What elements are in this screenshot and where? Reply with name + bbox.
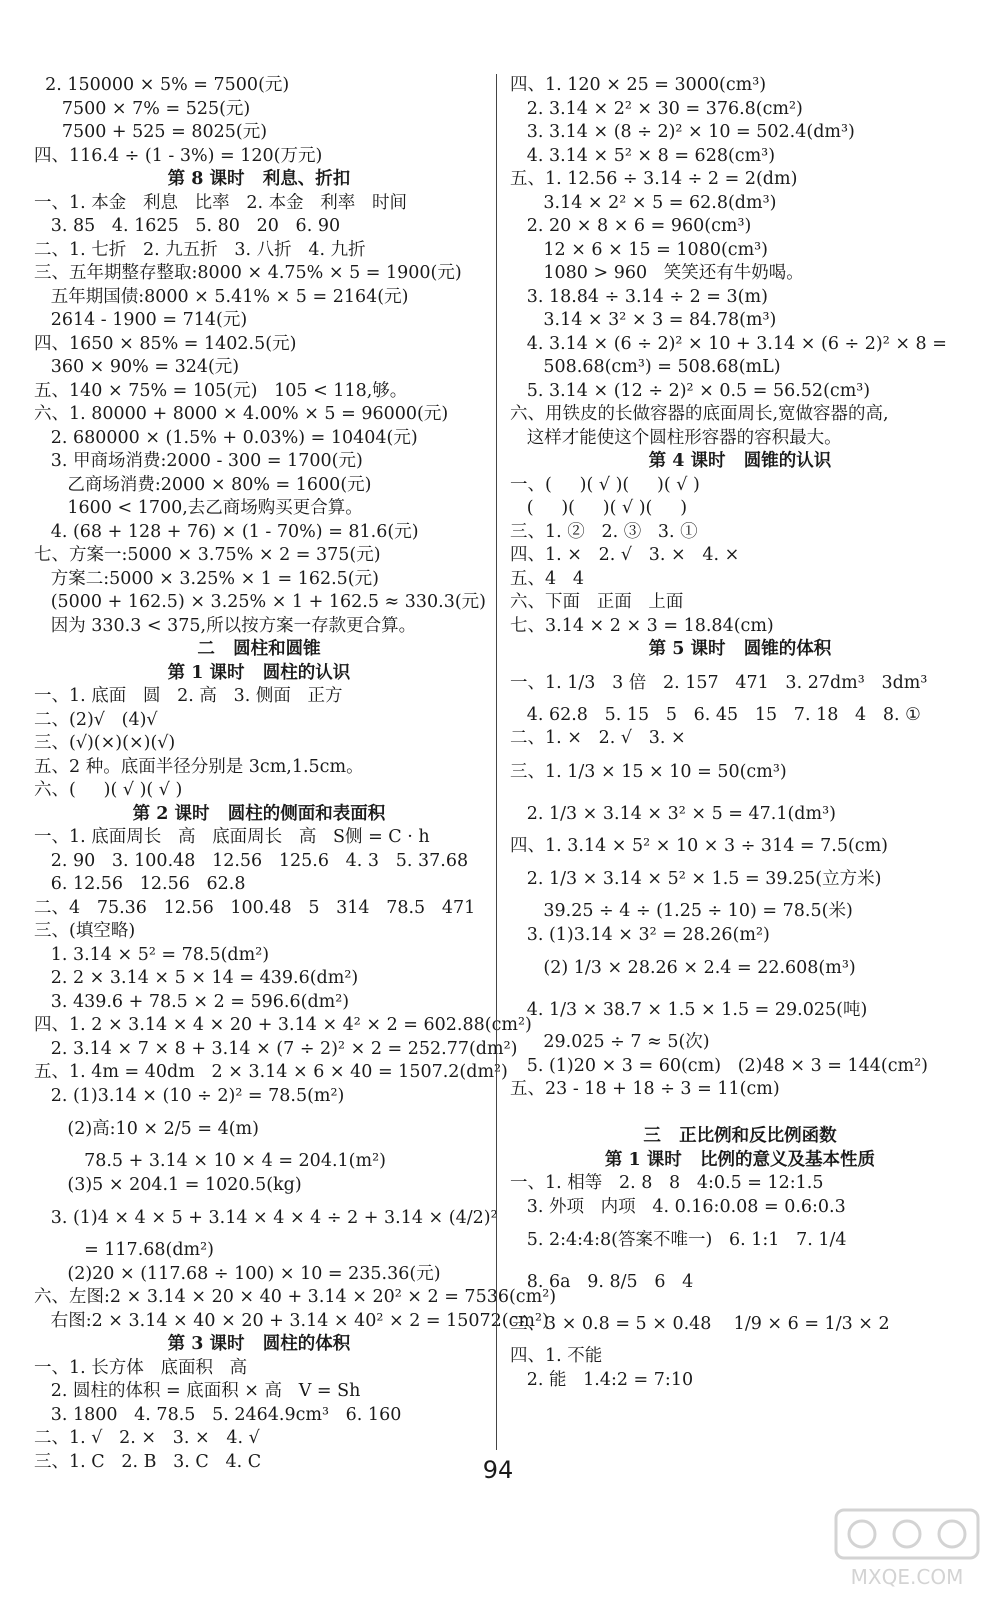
answer-line: 一、1. 本金 利息 比率 2. 本金 利率 时间 — [34, 192, 407, 213]
answer-line: 3. 甲商场消费:2000 - 300 = 1700(元) — [34, 451, 363, 471]
column-divider — [496, 74, 497, 1450]
answer-line: 五、140 × 75% = 105(元) 105 < 118,够。 — [34, 380, 408, 401]
answer-line: 508.68(cm³) = 508.68(mL) — [510, 357, 781, 377]
answer-line: 3. (1)4 × 4 × 5 + 3.14 × 4 × 4 ÷ 2 + 3.14 × (4/2)² — [34, 1208, 498, 1228]
answer-line: 4. 62.8 5. 15 5 6. 45 15 7. 18 4 8. ① — [510, 704, 921, 725]
answer-line: 右图:2 × 3.14 × 40 × 20 + 3.14 × 40² × 2 = 15072(cm²) — [34, 1310, 549, 1331]
answer-line — [510, 1102, 970, 1126]
answer-line: 5. 3.14 × (12 ÷ 2)² × 0.5 = 56.52(cm³) — [510, 380, 871, 401]
answer-line: 2614 - 1900 = 714(元) — [34, 310, 248, 330]
answer-line: 三、1. C 2. B 3. C 4. C — [34, 1451, 262, 1472]
answer-line: 一、1. 底面周长 高 底面周长 高 S侧 = C · h — [34, 827, 430, 847]
answer-line: 乙商场消费:2000 × 80% = 1600(元) — [34, 474, 372, 495]
answer-line: 6. 12.56 12.56 62.8 — [34, 874, 246, 894]
answer-line: 5. 2:4:4:8(答案不唯一) 6. 1:1 7. 1/4 — [510, 1230, 847, 1250]
answer-line: 五、1. 12.56 ÷ 3.14 ÷ 2 = 2(dm) — [510, 169, 798, 189]
answer-line: 3. 3.14 × (8 ÷ 2)² × 10 = 502.4(dm³) — [510, 122, 855, 142]
watermark-text: MXQE.COM — [850, 1565, 964, 1589]
answer-line: 一、1. 1/3 3 倍 2. 157 471 3. 27dm³ 3dm³ — [510, 672, 928, 693]
answer-line: 360 × 90% = 324(元) — [34, 357, 240, 377]
answer-line: 六、( )( √ )( √ ) — [34, 780, 183, 800]
answer-line: 12 × 6 × 15 = 1080(cm³) — [510, 239, 769, 260]
answer-line: 六、左图:2 × 3.14 × 20 × 40 + 3.14 × 20² × 2 = 7536(cm²) — [34, 1287, 557, 1307]
answer-line: 7500 × 7% = 525(元) — [34, 98, 251, 119]
answer-line: 一、1. 底面 圆 2. 高 3. 侧面 正方 — [34, 686, 343, 706]
answer-line: 五、23 - 18 + 18 ÷ 3 = 11(cm) — [510, 1079, 780, 1099]
answer-line: 2. 圆柱的体积 = 底面积 × 高 V = Sh — [34, 1381, 361, 1401]
answer-line: 3. 85 4. 1625 5. 80 20 6. 90 — [34, 216, 341, 236]
answer-line: 六、下面 正面 上面 — [510, 592, 684, 612]
answer-line: 2. 20 × 8 × 6 = 960(cm³) — [510, 216, 752, 236]
answer-line: 五年期国债:8000 × 5.41% × 5 = 2164(元) — [34, 286, 409, 307]
answer-line: 四、1. 120 × 25 = 3000(cm³) — [510, 75, 767, 95]
answer-line: 二、4 75.36 12.56 100.48 5 314 78.5 471 — [34, 897, 476, 918]
answer-line: (5000 + 162.5) × 3.25% × 1 + 162.5 ≈ 330.3(元) — [34, 592, 487, 612]
section-heading: 第 2 课时 圆柱的侧面和表面积 — [132, 803, 386, 824]
answer-line: 7500 + 525 = 8025(元) — [34, 122, 268, 142]
answer-line: 2. 150000 × 5% = 7500(元) — [34, 75, 290, 95]
answer-line: 一、( )( √ )( )( √ ) — [510, 474, 700, 495]
answer-line: 39.25 ÷ 4 ÷ (1.25 ÷ 10) = 78.5(米) — [510, 901, 853, 921]
answer-line: 七、方案一:5000 × 3.75% × 2 = 375(元) — [34, 545, 381, 565]
section-heading: 第 1 课时 圆柱的认识 — [167, 662, 351, 683]
section-heading: 第 4 课时 圆锥的认识 — [648, 451, 832, 471]
answer-line: 5. (1)20 × 3 = 60(cm) (2)48 × 3 = 144(cm²) — [510, 1055, 928, 1076]
answer-line: 3. (1)3.14 × 3² = 28.26(m²) — [510, 924, 770, 945]
answer-line: 三、(√)(×)(×)(√) — [34, 733, 176, 753]
answer-line: 四、1. 2 × 3.14 × 4 × 20 + 3.14 × 4² × 2 = 602.88(cm²) — [34, 1015, 532, 1035]
answer-line: 三、1. 1/3 × 15 × 10 = 50(cm³) — [510, 761, 787, 782]
answer-line: = 117.68(dm²) — [34, 1240, 214, 1260]
answer-line: 2. 3.14 × 2² × 30 = 376.8(cm²) — [510, 98, 803, 119]
answer-line: 五、2 种。底面半径分别是 3cm,1.5cm。 — [34, 756, 364, 777]
answer-line: 二、1. 七折 2. 九五折 3. 八折 4. 九折 — [34, 239, 366, 260]
answer-line: 二、1. √ 2. × 3. × 4. √ — [34, 1428, 260, 1448]
answer-line: 四、1. × 2. √ 3. × 4. × — [510, 545, 740, 565]
answer-line: 因为 330.3 < 375,所以按方案一存款更合算。 — [34, 615, 417, 636]
answer-line: 三、3 × 0.8 = 5 × 0.48 1/9 × 6 = 1/3 × 2 — [510, 1314, 890, 1334]
answer-line: 3.14 × 2² × 5 = 62.8(dm³) — [510, 192, 777, 213]
answer-line: 四、1. 3.14 × 5² × 10 × 3 ÷ 314 = 7.5(cm) — [510, 835, 889, 856]
answer-line: 2. 90 3. 100.48 12.56 125.6 4. 3 5. 37.68 — [34, 850, 469, 871]
section-heading: 第 8 课时 利息、折扣 — [167, 169, 351, 189]
answer-line: 2. 1/3 × 3.14 × 3² × 5 = 47.1(dm³) — [510, 803, 836, 824]
answer-line: 8. 6a 9. 8/5 6 4 — [510, 1272, 694, 1292]
answer-line: 七、3.14 × 2 × 3 = 18.84(cm) — [510, 615, 774, 636]
answer-line: 2. 680000 × (1.5% + 0.03%) = 10404(元) — [34, 427, 418, 448]
answer-line: 一、1. 相等 2. 8 8 4:0.5 = 12:1.5 — [510, 1173, 824, 1193]
answer-line: 2. 能 1.4:2 = 7:10 — [510, 1369, 694, 1390]
answer-line: 2. (1)3.14 × (10 ÷ 2)² = 78.5(m²) — [34, 1085, 345, 1106]
answer-line: 三、(填空略) — [34, 921, 136, 941]
answer-line: 三、五年期整存整取:8000 × 4.75% × 5 = 1900(元) — [34, 263, 462, 283]
section-heading: 第 1 课时 比例的意义及基本性质 — [604, 1149, 876, 1170]
answer-line: (2) 1/3 × 28.26 × 2.4 = 22.608(m³) — [510, 958, 856, 978]
section-heading: 二 圆柱和圆锥 — [197, 639, 321, 659]
watermark-logo-icon — [832, 1506, 982, 1592]
answer-line: 4. (68 + 128 + 76) × (1 - 70%) = 81.6(元) — [34, 521, 419, 542]
answer-line: 2. 1/3 × 3.14 × 5² × 1.5 = 39.25(立方米) — [510, 869, 882, 889]
answer-line: 29.025 ÷ 7 ≈ 5(次) — [510, 1032, 710, 1052]
answer-line: 四、1650 × 85% = 1402.5(元) — [34, 333, 297, 354]
section-heading: 第 5 课时 圆锥的体积 — [648, 639, 832, 659]
answer-line: 4. 3.14 × (6 ÷ 2)² × 10 + 3.14 × (6 ÷ 2)² × 8 = — [510, 333, 947, 354]
answer-line: (2)高:10 × 2/5 = 4(m) — [34, 1119, 259, 1139]
answer-line: 五、1. 4m = 40dm 2 × 3.14 × 6 × 40 = 1507.2(dm²) — [34, 1062, 508, 1082]
answer-line: 二、1. × 2. √ 3. × — [510, 728, 686, 748]
answer-line: 这样才能使这个圆柱形容器的容积最大。 — [510, 427, 842, 448]
answer-line: 1080 > 960 笑笑还有牛奶喝。 — [510, 263, 804, 283]
answer-line: 四、116.4 ÷ (1 - 3%) = 120(万元) — [34, 145, 323, 166]
answer-line: 3. 外项 内项 4. 0.16:0.08 = 0.6:0.3 — [510, 1196, 846, 1217]
answer-line: 4. 3.14 × 5² × 8 = 628(cm³) — [510, 145, 776, 166]
answer-line: 三、1. ② 2. ③ 3. ① — [510, 521, 698, 542]
answer-line: 78.5 + 3.14 × 10 × 4 = 204.1(m²) — [34, 1151, 386, 1171]
answer-line: 1. 3.14 × 5² = 78.5(dm²) — [34, 944, 270, 965]
answer-line: 六、1. 80000 + 8000 × 4.00% × 5 = 96000(元) — [34, 404, 449, 424]
answer-line: 2. 3.14 × 7 × 8 + 3.14 × (7 ÷ 2)² × 2 = 252.77(dm²) — [34, 1038, 518, 1059]
section-heading: 第 3 课时 圆柱的体积 — [167, 1334, 351, 1354]
answer-line: 六、用铁皮的长做容器的底面周长,宽做容器的高, — [510, 404, 889, 424]
answer-line: 4. 1/3 × 38.7 × 1.5 × 1.5 = 29.025(吨) — [510, 1000, 868, 1020]
right-answer-column — [510, 74, 970, 1392]
answer-line: 方案二:5000 × 3.25% × 1 = 162.5(元) — [34, 568, 379, 589]
answer-line: ( )( )( √ )( ) — [510, 498, 688, 518]
answer-line: 四、1. 不能 — [510, 1346, 603, 1366]
answer-line: 一、1. 长方体 底面积 高 — [34, 1357, 248, 1378]
page-number: 94 — [482, 1456, 514, 1484]
answer-line: 3. 1800 4. 78.5 5. 2464.9cm³ 6. 160 — [34, 1404, 402, 1425]
answer-line: (2)20 × (117.68 ÷ 100) × 10 = 235.36(元) — [34, 1263, 441, 1284]
answer-line: 3. 439.6 + 78.5 × 2 = 596.6(dm²) — [34, 991, 350, 1012]
answer-line: 3. 18.84 ÷ 3.14 ÷ 2 = 3(m) — [510, 286, 768, 307]
answer-line: (3)5 × 204.1 = 1020.5(kg) — [34, 1174, 302, 1195]
answer-line: 二、(2)√ (4)√ — [34, 709, 158, 730]
answer-line: 2. 2 × 3.14 × 5 × 14 = 439.6(dm²) — [34, 968, 359, 988]
section-heading: 三 正比例和反比例函数 — [643, 1126, 837, 1146]
answer-line: 五、4 4 — [510, 568, 584, 589]
answer-line: 1600 < 1700,去乙商场购买更合算。 — [34, 498, 363, 518]
answer-line: 3.14 × 3² × 3 = 84.78(m³) — [510, 310, 777, 330]
